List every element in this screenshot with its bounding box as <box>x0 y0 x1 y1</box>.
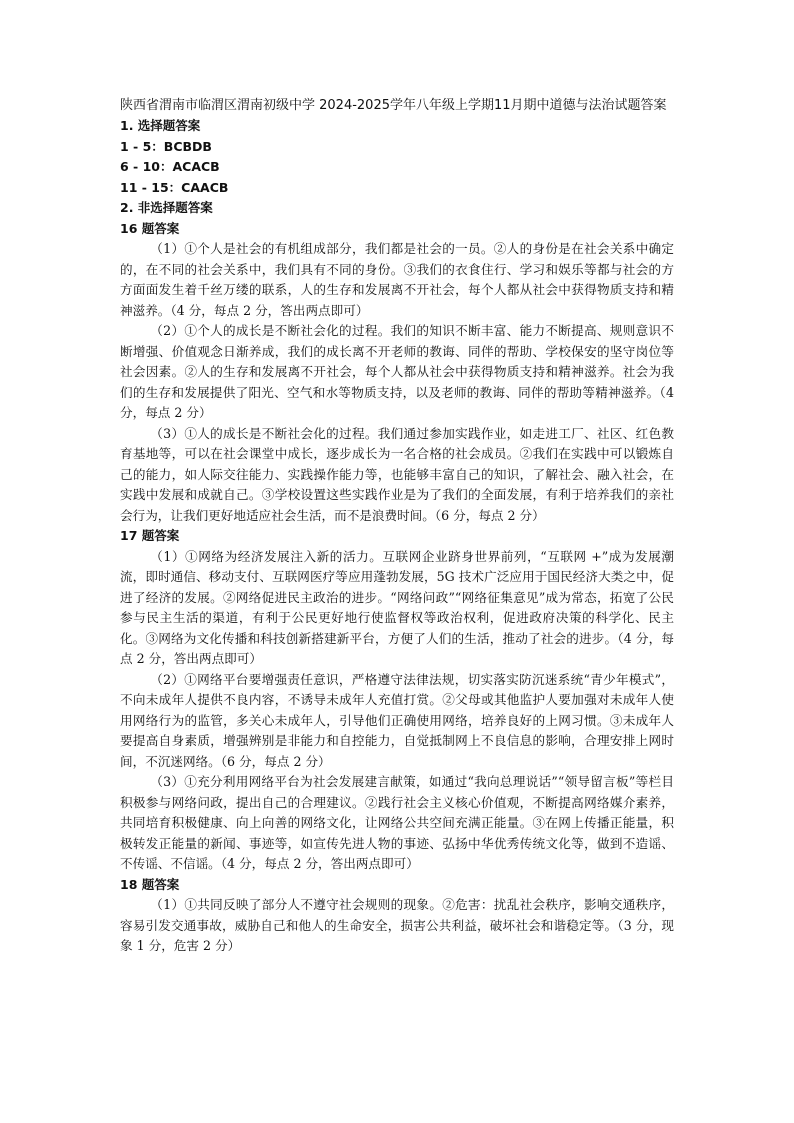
answer-paragraph-18-1: （1）①共同反映了部分人不遵守社会规则的现象。②危害：扰乱社会秩序，影响交通秩序，容易引发交通事故，威胁自己和他人的生命安全，损害公共利益，破坏社会和谐稳定等。（3 分，现象 1 分，危害 2 分） <box>120 897 674 953</box>
answer-paragraph-17-2: （2）①网络平台要增强责任意识，严格遵守法律法规，切实落实防沉迷系统“青少年模式”，不向未成年人提供不良内容，不诱导未成年人充值打赏。②父母或其他监护人要加强对未成年人使用网络行为的监管，多关心未成年人，引导他们正确使用网络，培养良好的上网习惯。③未成年人要提高自身素质，增强辨别是非能力和自控能力，自觉抵制网上不良信息的影响，合理安排上网时间，不沉迷网络。（6 分，每点 2 分） <box>120 671 674 769</box>
section-heading-nonchoice: 2. 非选择题答案 <box>120 200 213 215</box>
answer-line-6-10: 6 - 10：ACACB <box>120 159 220 174</box>
question-heading-16: 16 题答案 <box>120 220 180 236</box>
answer-line-1-5: 1 - 5：BCBDB <box>120 138 212 154</box>
answer-paragraph-17-3: （3）①充分利用网络平台为社会发展建言献策，如通过“我向总理说话”“领导留言板”等栏目积极参与网络问政，提出自己的合理建议。②践行社会主义核心价值观，不断提高网络媒介素养，共同培育积极健康、向上向善的网络文化，让网络公共空间充满正能量。③在网上传播正能量，积极转发正能量的新闻、事迹等，如宣传先进人物的事迹、弘扬中华优秀传统文化等，做到不造谣、不传谣、不信谣。（4 分，每点 2 分，答出两点即可） <box>120 774 674 871</box>
answer-paragraph-17-1: （1）①网络为经济发展注入新的活力。互联网企业跻身世界前列，“互联网 +”成为发展潮流，即时通信、移动支付、互联网医疗等应用蓬勃发展，5G 技术广泛应用于国民经济大类之中，促进了经济的发展。②网络促进民主政治的进步。“网络问政”“网络征集意见”成为常态，拓宽了公民参与民主生活的渠道，有利于公民更好地行使监督权等政治权利，促进政府决策的科学化、民主化。③网络为文化传播和科技创新搭建新平台，方便了人们的生活，推动了社会的进步。（4 分，每点 2 分，答出两点即可） <box>120 548 674 666</box>
answer-line-11-15: 11 - 15：CAACB <box>120 179 229 195</box>
question-heading-17: 17 题答案 <box>120 528 180 543</box>
section-heading-choice: 1. 选择题答案 <box>120 118 201 133</box>
document-title: 陕西省渭南市临渭区渭南初级中学 2024-2025学年八年级上学期11月期中道德与法治试题答案 <box>120 98 667 113</box>
answer-paragraph-16-2: （2）①个人的成长是不断社会化的过程。我们的知识不断丰富、能力不断提高、规则意识不断增强、价值观念日渐养成，我们的成长离不开老师的教诲、同伴的帮助、学校保安的坚守岗位等社会因素。②人的生存和发展离不开社会，每个人都从社会中获得物质支持和精神滋养。社会为我们的生存和发展提供了阳光、空气和水等物质支持，以及老师的教诲、同伴的帮助等精神滋养。（4 分，每点 2 分） <box>120 323 674 420</box>
answer-paragraph-16-3: （3）①人的成长是不断社会化的过程。我们通过参加实践作业，如走进工厂、社区、红色教育基地等，可以在社会课堂中成长，逐步成长为一名合格的社会成员。②我们在实践中可以锻炼自己的能力，如人际交往能力、实践操作能力等，也能够丰富自己的知识，了解社会、融入社会，在实践中发展和成就自己。③学校设置这些实践作业是为了我们的全面发展，有利于培养我们的亲社会行为，让我们更好地适应社会生活，而不是浪费时间。（6 分，每点 2 分） <box>120 425 674 523</box>
question-heading-18: 18 题答案 <box>120 876 180 892</box>
answer-paragraph-16-1: （1）①个人是社会的有机组成部分，我们都是社会的一员。②人的身份是在社会关系中确定的，在不同的社会关系中，我们具有不同的身份。③我们的衣食住行、学习和娱乐等都与社会的方方面面发生着千丝万缕的联系，人的生存和发展离不开社会，每个人都从社会中获得物质支持和精神滋养。（4 分，每点 2 分，答出两点即可） <box>120 241 674 318</box>
